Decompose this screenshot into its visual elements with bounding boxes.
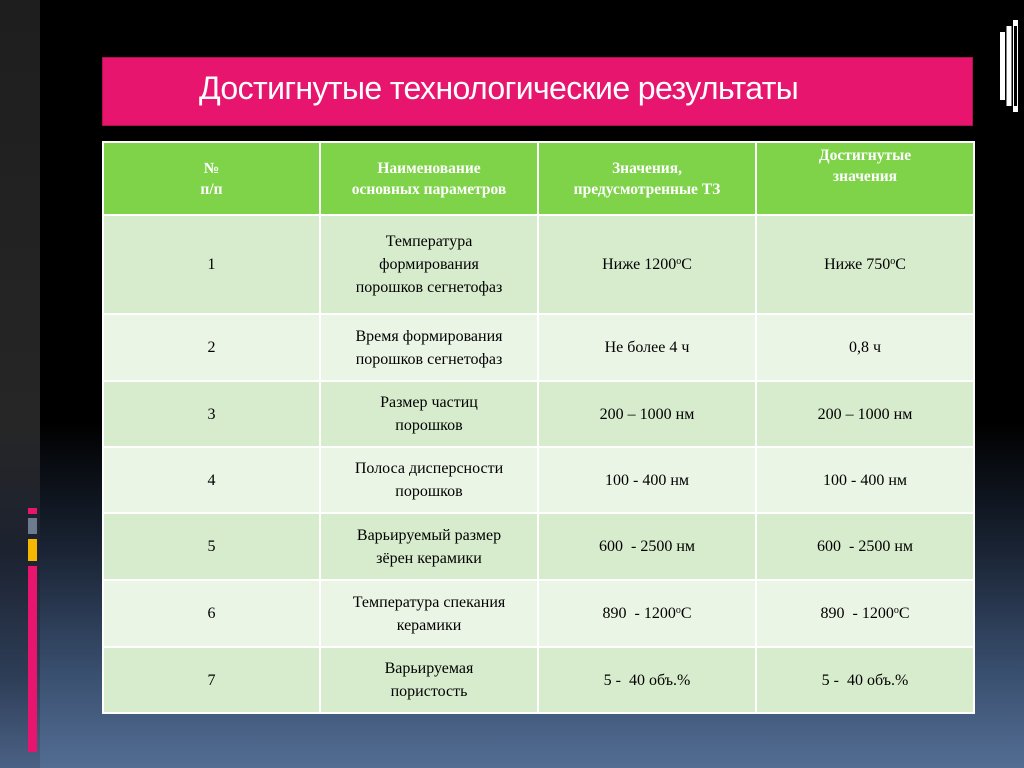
table-row xyxy=(103,447,974,513)
cell-parameter: Время формирования порошков сегнетофаз xyxy=(320,314,538,381)
cell-achieved: 0,8 ч xyxy=(756,314,974,381)
cell-achieved: 200 – 1000 нм xyxy=(756,381,974,447)
cell-required: 600 - 2500 нм xyxy=(538,513,756,580)
cell-parameter: Размер частиц порошков xyxy=(320,381,538,447)
cell-achieved: 5 - 40 объ.% xyxy=(756,647,974,713)
cell-required: Не более 4 ч xyxy=(538,314,756,381)
cell-achieved: $890 - 1200^оС$ xyxy=(756,580,974,647)
cell-required: $890 - 1200^оС$ xyxy=(538,580,756,647)
decor-bar-pink-long xyxy=(28,566,37,752)
table-header-row xyxy=(103,142,974,215)
table-row xyxy=(103,580,974,647)
results-table xyxy=(102,141,975,714)
header-required: Значения, предусмотренные ТЗ xyxy=(538,142,756,215)
header-achieved: Достигнутые значения xyxy=(756,142,974,215)
table-row xyxy=(103,381,974,447)
decor-bar-pink-top xyxy=(28,508,37,514)
cell-parameter: Температура формирования порошков сегнетофаз xyxy=(320,215,538,314)
cell-parameter: Варьируемый размер зёрен керамики xyxy=(320,513,538,580)
cell-achieved: 100 - 400 нм xyxy=(756,447,974,513)
cell-achieved: 600 - 2500 нм xyxy=(756,513,974,580)
window-stack-icon xyxy=(1000,18,1020,116)
cell-number: 4 xyxy=(103,447,320,513)
decor-bar-grey xyxy=(28,518,37,534)
header-number: № п/п xyxy=(103,142,320,215)
cell-number: 7 xyxy=(103,647,320,713)
cell-parameter: Температура спекания керамики xyxy=(320,580,538,647)
cell-number: 5 xyxy=(103,513,320,580)
table-row xyxy=(103,513,974,580)
cell-number: 6 xyxy=(103,580,320,647)
cell-parameter: Варьируемая пористость xyxy=(320,647,538,713)
cell-number: 3 xyxy=(103,381,320,447)
table-row xyxy=(103,647,974,713)
cell-required: Ниже $1200^оС$ xyxy=(538,215,756,314)
decor-bar-yellow xyxy=(28,539,37,561)
table-row xyxy=(103,215,974,314)
cell-required: 200 – 1000 нм xyxy=(538,381,756,447)
cell-number: 1 xyxy=(103,215,320,314)
cell-parameter: Полоса дисперсности порошков xyxy=(320,447,538,513)
cell-achieved: Ниже $750^оС$ xyxy=(756,215,974,314)
cell-number: 2 xyxy=(103,314,320,381)
table-row xyxy=(103,314,974,381)
header-parameter: Наименование основных параметров xyxy=(320,142,538,215)
cell-required: 100 - 400 нм xyxy=(538,447,756,513)
cell-required: 5 - 40 объ.% xyxy=(538,647,756,713)
title-banner xyxy=(102,57,973,126)
slide-title: Достигнутые технологические результаты xyxy=(199,70,799,106)
